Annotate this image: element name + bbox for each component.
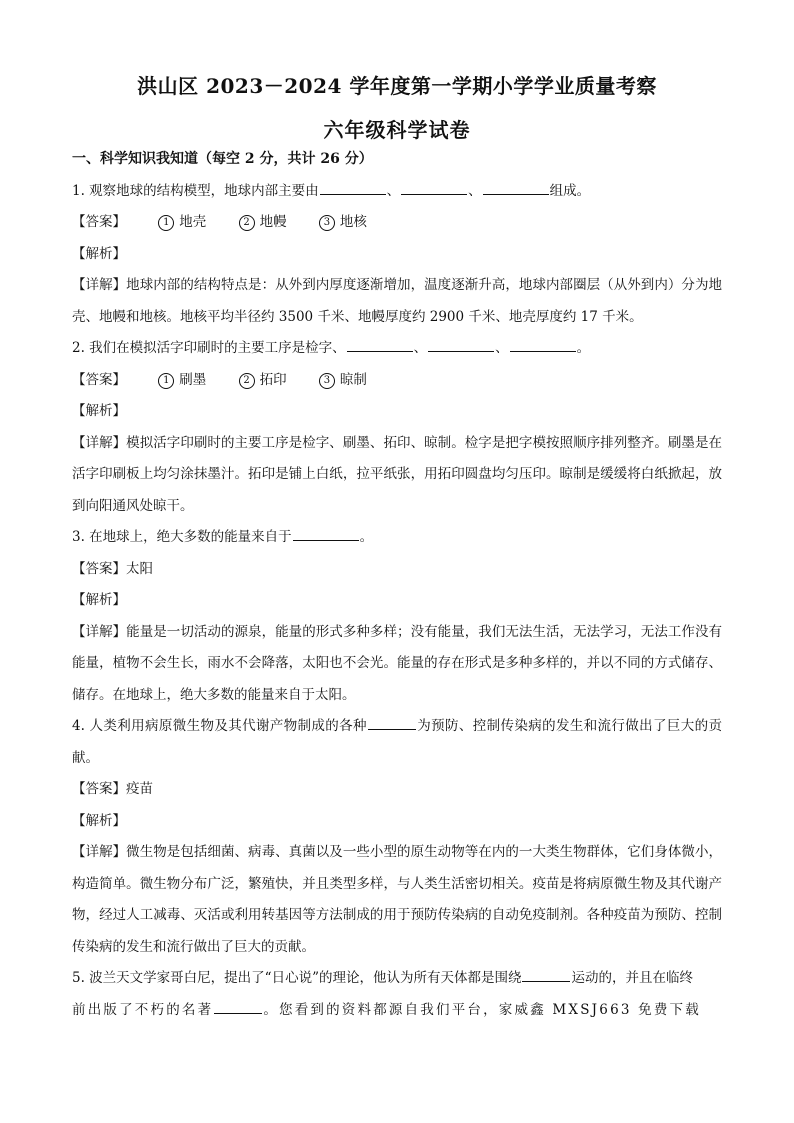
detail-4: 【详解】微生物是包括细菌、病毒、真菌以及一些小型的原生动物等在内的一大类生物群体，它们身体微小，构造简单。微生物分布广泛，繁殖快，并且类型多样，与人类生活密切相关。疫苗是将病原微生物及其代谢产物，经过人工减毒、灭活或利用转基因等方法制成的用于预防传染病的自动免疫制剂。各种疫苗为预防、控制传染病的发生和流行做出了巨大的贡献。 [72, 844, 723, 955]
answer-blank [483, 180, 549, 195]
answer-item: 3 晾制 [319, 372, 367, 388]
answer-item: 1 刷墨 [158, 372, 206, 388]
answer-item: 2 地幔 [239, 214, 287, 230]
exam-title: 洪山区 2023－2024 学年度第一学期小学学业质量考察 [137, 74, 657, 98]
answer-blank [320, 180, 386, 195]
detail-label: 【详解】 [72, 434, 127, 451]
detail-label: 【详解】 [72, 277, 127, 293]
answer-blank [347, 337, 413, 352]
circled-number: 3 [319, 373, 335, 389]
answer-label: 【答案】 [72, 560, 126, 577]
detail-2: 【详解】模拟活字印刷时的主要工序是检字、刷墨、拓印、晾制。检字是把字模按照顺序排列整齐。刷墨是在活字印刷板上均匀涂抹墨汁。拓印是铺上白纸，拉平纸张，用拓印圆盘均匀压印。晾制是缓缓将白纸掀起，放到向阳通风处晾干。 [72, 434, 723, 514]
question-3: 3. 在地球上，绝大多数的能量来自于 。 [72, 522, 722, 554]
answer-text: 太阳 [126, 560, 153, 577]
watermark-text: 。您看到的资料都源自我们平台，家威鑫 MXSJ663 免费下载 [263, 1001, 701, 1018]
answer-label: 【答案】 [72, 214, 126, 230]
answer-blank [368, 715, 416, 730]
answer-item: 2 拓印 [239, 372, 287, 388]
section-heading: 一、科学知识我知道（每空 2 分，共计 26 分） [72, 151, 373, 167]
circled-number: 1 [158, 373, 174, 389]
circled-number: 3 [319, 215, 335, 231]
detail-3: 【详解】能量是一切活动的源泉，能量的形式多种多样；没有能量，我们无法生活，无法学习，无法工作没有能量，植物不会生长，雨水不会降落，太阳也不会光。能量的存在形式是多种多样的，并以不同的方式储存、储存。在地球上，绝大多数的能量来自于太阳。 [72, 623, 723, 703]
answer-blank [522, 967, 570, 982]
answer-label: 【答案】 [72, 781, 126, 797]
answer-text: 疫苗 [126, 781, 153, 797]
question-5-continued: 前出版了不朽的名著 。您看到的资料都源自我们平台，家威鑫 MXSJ663 免费下载 [72, 995, 722, 1027]
question-2: 2. 我们在模拟活字印刷时的主要工序是检字、 、 、 。 [72, 333, 722, 365]
detail-label: 【详解】 [72, 844, 127, 860]
exam-subtitle: 六年级科学试卷 [323, 118, 471, 142]
answer-blank [293, 526, 359, 541]
detail-label: 【详解】 [72, 623, 127, 640]
answer-3 [72, 554, 722, 586]
answer-4 [72, 774, 722, 806]
analysis-label: 【解析】 [72, 403, 126, 419]
detail-1: 【详解】地球内部的结构特点是：从外到内厚度逐渐增加，温度逐渐升高，地球内部圈层（从外到内）分为地壳、地幔和地核。地核平均半径约 3500 千米、地幔厚度约 2900 千米、地壳厚度约 17 千米。 [72, 277, 723, 325]
exam-content [72, 144, 722, 1026]
answer-blank [428, 337, 494, 352]
circled-number: 1 [158, 215, 174, 231]
question-1: 1. 观察地球的结构模型，地球内部主要由 、 、 组成。 [72, 176, 722, 208]
answer-2 [72, 365, 722, 397]
analysis-label: 【解析】 [72, 245, 126, 262]
circled-number: 2 [239, 373, 255, 389]
answer-blank [214, 999, 262, 1014]
circled-number: 2 [239, 215, 255, 231]
answer-blank [401, 180, 467, 195]
answer-label: 【答案】 [72, 371, 126, 388]
analysis-label: 【解析】 [72, 812, 126, 829]
answer-1 [72, 207, 722, 239]
answer-item: 1 地壳 [158, 214, 206, 230]
analysis-label: 【解析】 [72, 592, 126, 608]
question-4: 4. 人类利用病原微生物及其代谢产物制成的各种 为预防、控制传染病的发生和流行做出了巨大的贡献。 [72, 711, 722, 774]
answer-blank [510, 337, 576, 352]
answer-item: 3 地核 [319, 214, 367, 230]
question-5: 5. 波兰天文学家哥白尼，提出了“日心说”的理论，他认为所有天体都是围绕 运动的，并且在临终 [72, 963, 722, 995]
